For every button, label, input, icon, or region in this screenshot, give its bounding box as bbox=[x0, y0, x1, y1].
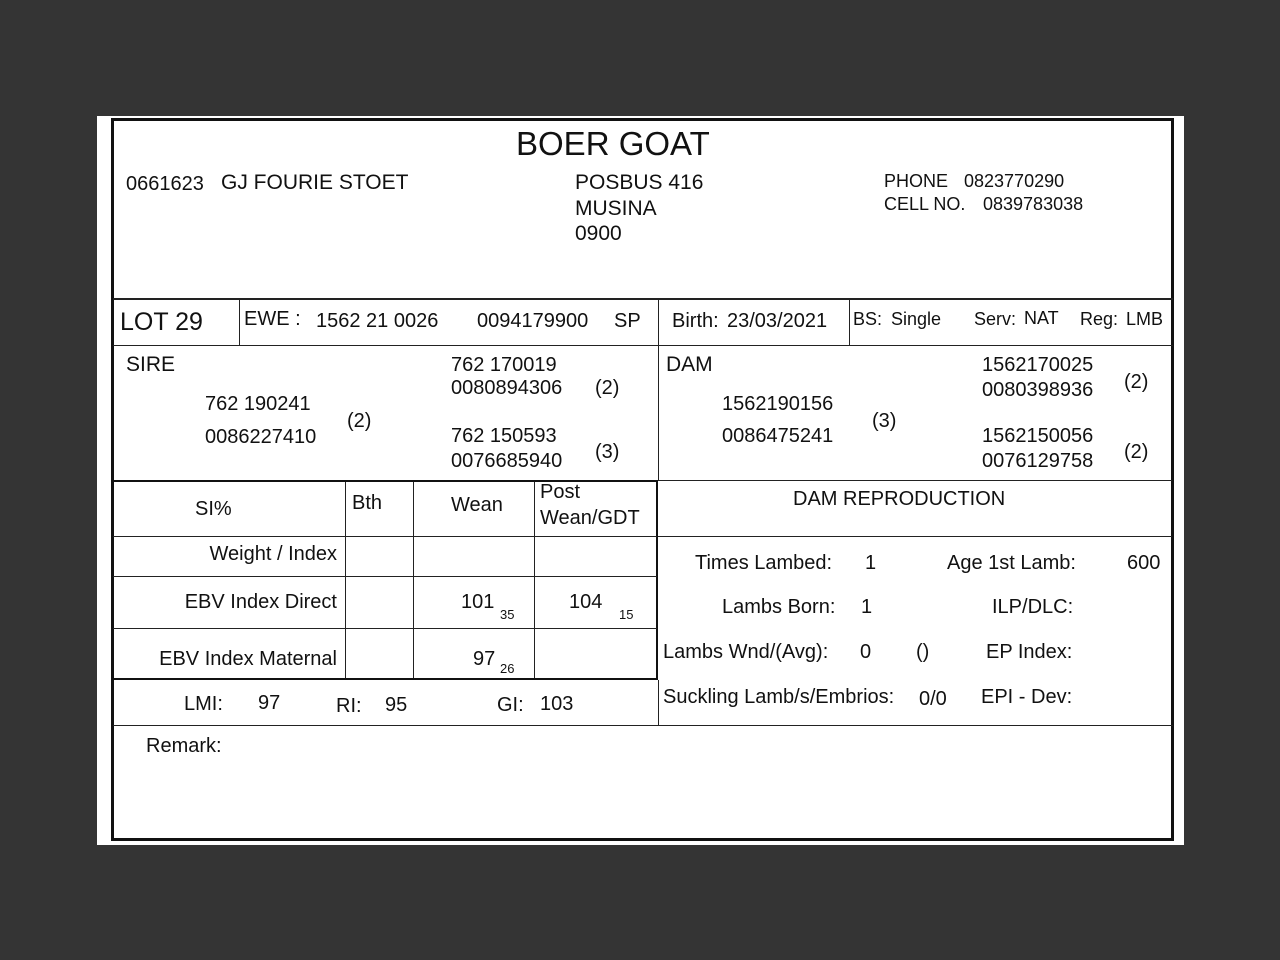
header-bth: Bth bbox=[352, 492, 383, 514]
ri-value: 95 bbox=[385, 694, 408, 716]
gi-value: 103 bbox=[540, 693, 574, 715]
dam-reg-number: 0086475241 bbox=[722, 425, 834, 447]
lambs-born-value: 1 bbox=[861, 596, 873, 618]
divider bbox=[113, 345, 1173, 346]
sire-dam-id: 762 150593 bbox=[451, 425, 557, 447]
border-top bbox=[111, 118, 1174, 121]
suckling-value: 0/0 bbox=[919, 688, 947, 710]
times-lambed-label: Times Lambed: bbox=[695, 552, 833, 574]
divider bbox=[413, 482, 414, 678]
ebv-maternal-wean: 97 bbox=[473, 648, 496, 670]
sire-dam-grade: (3) bbox=[595, 441, 620, 463]
sire-sire-id: 762 170019 bbox=[451, 354, 557, 376]
divider bbox=[658, 299, 659, 345]
address-line-1: POSBUS 416 bbox=[575, 171, 704, 194]
bs-label: BS: bbox=[853, 309, 883, 329]
epi-dev-label: EPI - Dev: bbox=[981, 686, 1073, 708]
sire-label: SIRE bbox=[126, 353, 176, 376]
row-label-ebv-direct: EBV Index Direct bbox=[184, 591, 337, 613]
birth-label: Birth: bbox=[672, 310, 719, 332]
ebv-maternal-wean-accuracy: 26 bbox=[500, 661, 515, 676]
ilp-dlc-label: ILP/DLC: bbox=[992, 596, 1074, 618]
header-wean-gdt: Wean/GDT bbox=[540, 507, 640, 529]
lambs-born-label: Lambs Born: bbox=[722, 596, 836, 618]
ebv-direct-wean-accuracy: 35 bbox=[500, 607, 515, 622]
document-title: BOER GOAT bbox=[516, 125, 710, 162]
address-line-2: MUSINA bbox=[575, 197, 657, 220]
dam-sire-reg: 0080398936 bbox=[982, 379, 1094, 401]
dam-grade: (3) bbox=[872, 410, 897, 432]
dam-dam-reg: 0076129758 bbox=[982, 450, 1094, 472]
lambs-weaned-value: 0 bbox=[860, 641, 872, 663]
dam-dam-grade: (2) bbox=[1124, 441, 1149, 463]
sire-id: 762 190241 bbox=[205, 393, 311, 415]
dam-id: 1562190156 bbox=[722, 393, 834, 415]
divider bbox=[658, 345, 659, 480]
divider bbox=[113, 298, 1173, 300]
dam-sire-grade: (2) bbox=[1124, 371, 1149, 393]
sire-dam-reg: 0076685940 bbox=[451, 450, 563, 472]
ewe-grade: SP bbox=[614, 310, 641, 332]
divider bbox=[658, 480, 1172, 481]
ewe-reg-number: 0094179900 bbox=[477, 310, 589, 332]
reproduction-title: DAM REPRODUCTION bbox=[793, 488, 1006, 510]
lambs-weaned-avg: () bbox=[916, 641, 930, 663]
header-si: SI% bbox=[195, 498, 232, 520]
reg-value: LMB bbox=[1126, 309, 1164, 329]
dam-label: DAM bbox=[666, 353, 713, 376]
sire-reg-number: 0086227410 bbox=[205, 426, 317, 448]
phone-number: 0823770290 bbox=[964, 171, 1065, 191]
birth-date: 23/03/2021 bbox=[727, 310, 828, 332]
header-wean: Wean bbox=[451, 494, 503, 516]
bs-value: Single bbox=[891, 309, 942, 329]
age-first-lamb-label: Age 1st Lamb: bbox=[947, 552, 1076, 574]
ebv-direct-wean: 101 bbox=[461, 591, 495, 613]
divider bbox=[345, 482, 346, 678]
header-post: Post bbox=[540, 481, 581, 503]
breeder-name: GJ FOURIE STOET bbox=[221, 171, 409, 194]
serv-label: Serv: bbox=[974, 309, 1017, 329]
lmi-label: LMI: bbox=[184, 693, 223, 715]
ewe-id: 1562 21 0026 bbox=[316, 310, 439, 332]
reg-label: Reg: bbox=[1080, 309, 1119, 329]
divider bbox=[656, 480, 658, 680]
divider bbox=[849, 299, 850, 345]
ep-index-label: EP Index: bbox=[986, 641, 1073, 663]
divider bbox=[534, 482, 535, 678]
row-label-weight-index: Weight / Index bbox=[209, 543, 337, 565]
dam-dam-id: 1562150056 bbox=[982, 425, 1094, 447]
sire-grade: (2) bbox=[347, 410, 372, 432]
divider bbox=[113, 678, 658, 680]
cell-number: 0839783038 bbox=[983, 194, 1084, 214]
serv-value: NAT bbox=[1024, 308, 1059, 328]
divider bbox=[113, 628, 657, 629]
divider bbox=[658, 536, 1172, 537]
breeder-id: 0661623 bbox=[126, 173, 204, 195]
border-bottom bbox=[111, 838, 1174, 841]
dam-sire-id: 1562170025 bbox=[982, 354, 1094, 376]
divider bbox=[113, 725, 1173, 726]
address-line-3: 0900 bbox=[575, 222, 622, 245]
divider bbox=[113, 536, 657, 537]
row-label-ebv-maternal: EBV Index Maternal bbox=[159, 648, 337, 670]
age-first-lamb-value: 600 bbox=[1127, 552, 1161, 574]
gi-label: GI: bbox=[497, 694, 524, 716]
remark-label: Remark: bbox=[146, 735, 222, 757]
ri-label: RI: bbox=[336, 695, 362, 717]
ebv-direct-post-accuracy: 15 bbox=[619, 607, 634, 622]
phone-label: PHONE bbox=[884, 171, 949, 191]
lot-card bbox=[97, 116, 1184, 845]
sire-sire-grade: (2) bbox=[595, 377, 620, 399]
lambs-weaned-label: Lambs Wnd/(Avg): bbox=[663, 641, 829, 663]
divider bbox=[658, 680, 659, 725]
divider bbox=[239, 299, 240, 345]
ewe-label: EWE : bbox=[244, 308, 301, 330]
ebv-direct-post-value: 104 bbox=[569, 591, 603, 613]
times-lambed-value: 1 bbox=[865, 552, 877, 574]
suckling-label: Suckling Lamb/s/Embrios: bbox=[663, 686, 895, 708]
sire-sire-reg: 0080894306 bbox=[451, 377, 563, 399]
cell-label: CELL NO. bbox=[884, 194, 966, 214]
divider bbox=[113, 576, 657, 577]
lot-number: LOT 29 bbox=[120, 308, 203, 336]
lmi-value: 97 bbox=[258, 692, 281, 714]
